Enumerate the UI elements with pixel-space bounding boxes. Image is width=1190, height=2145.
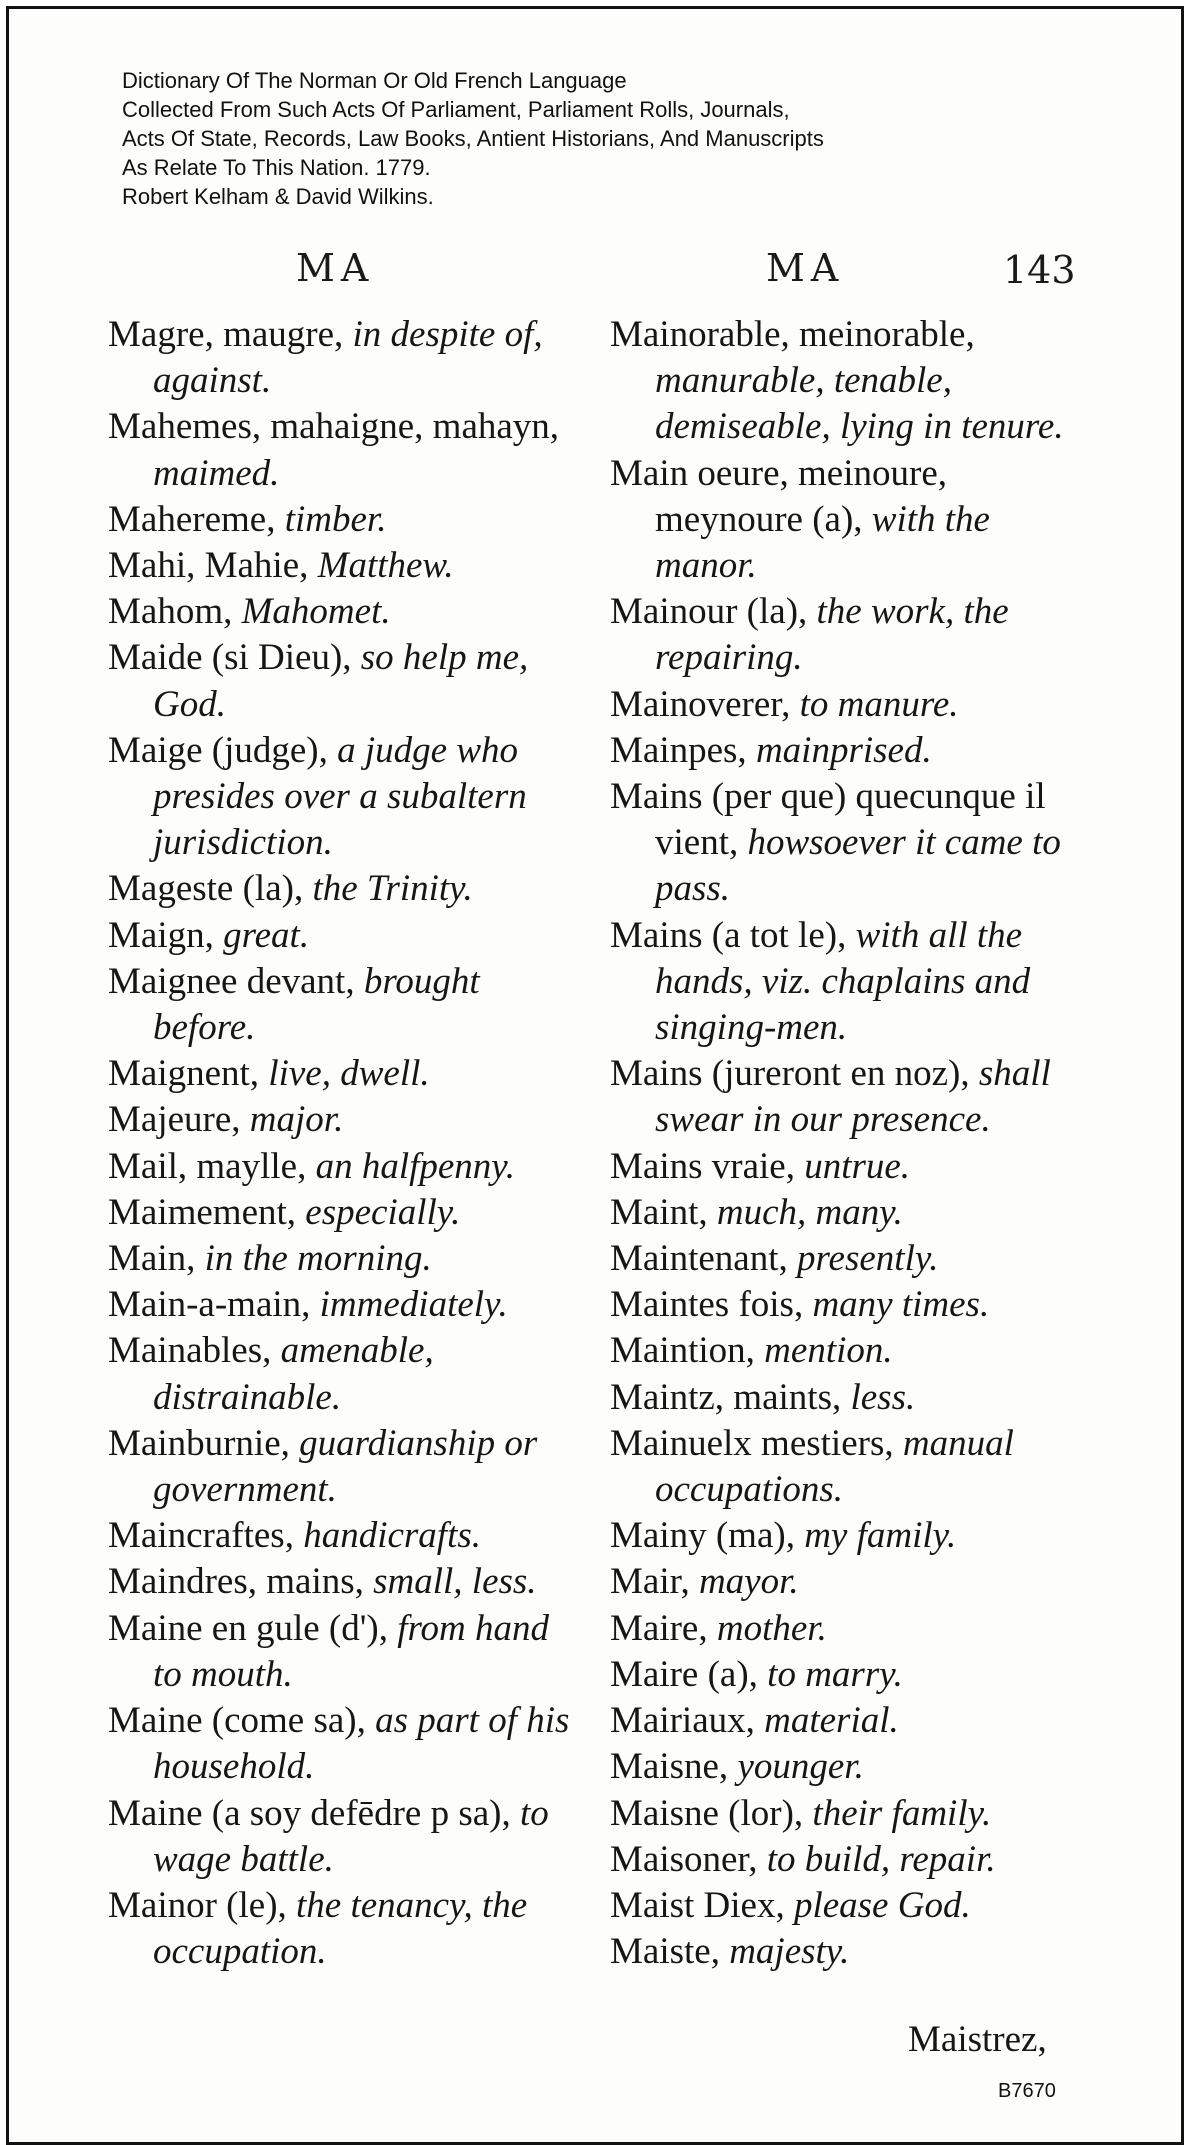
entry-definition: mention.	[764, 1330, 893, 1372]
entry-definition: younger.	[737, 1746, 864, 1788]
entry-headword: Maire (a),	[610, 1653, 768, 1695]
entry-definition: to manure.	[799, 683, 959, 725]
right-column	[610, 312, 1070, 1975]
dictionary-entry	[108, 1791, 573, 1883]
dictionary-entry	[108, 1097, 573, 1143]
dictionary-entry	[610, 1606, 1070, 1652]
entry-headword: Mains (a tot le),	[610, 914, 856, 956]
entry-headword: Mainburnie,	[108, 1422, 300, 1464]
entry-definition: howsoever it came to pass.	[655, 822, 1061, 910]
dictionary-entry	[610, 1513, 1070, 1559]
dictionary-entry	[610, 774, 1070, 913]
entry-definition: immediately.	[319, 1284, 508, 1326]
entry-headword: Maisne,	[610, 1746, 738, 1788]
entry-headword: Maist Diex,	[610, 1884, 794, 1926]
dictionary-entry	[108, 1606, 573, 1698]
entry-definition: as part of his household.	[153, 1700, 570, 1788]
dictionary-entry	[108, 1051, 573, 1097]
entry-definition: the Trinity.	[312, 868, 473, 910]
entry-definition: brought before.	[153, 960, 480, 1049]
entry-headword: Mains vraie,	[610, 1145, 805, 1187]
entry-definition: Matthew.	[317, 545, 454, 587]
dictionary-entry	[108, 1328, 573, 1420]
entry-definition: major.	[249, 1099, 344, 1141]
dictionary-entry	[108, 728, 573, 867]
dictionary-entry	[108, 312, 573, 404]
entry-definition: live, dwell.	[268, 1053, 430, 1095]
entry-headword: Maimement,	[108, 1191, 306, 1233]
dictionary-entry	[108, 589, 573, 635]
dictionary-entry	[610, 1791, 1070, 1837]
dictionary-entry	[610, 1051, 1070, 1143]
entry-definition: presently.	[797, 1238, 939, 1280]
entry-headword: Main-a-main,	[108, 1284, 320, 1326]
dictionary-entry	[108, 866, 573, 912]
entry-definition: an halfpenny.	[315, 1145, 515, 1187]
entry-definition: mother.	[716, 1607, 827, 1649]
dictionary-entry	[108, 497, 573, 543]
entry-definition: the tenancy, the occupation.	[153, 1884, 528, 1973]
dictionary-entry	[108, 543, 573, 589]
entry-definition: great.	[223, 914, 310, 956]
entry-headword: Maire,	[610, 1607, 717, 1649]
entry-headword: Mainables,	[108, 1330, 281, 1372]
source-caption	[122, 66, 824, 211]
dictionary-entry	[610, 1559, 1070, 1605]
entry-headword: Main,	[108, 1238, 205, 1280]
running-head-left: MA	[296, 246, 375, 290]
entry-headword: Mainour (la),	[610, 591, 817, 633]
caption-line: As Relate To This Nation. 1779.	[122, 155, 431, 180]
entry-definition: many times.	[812, 1284, 990, 1326]
entry-definition: small, less.	[373, 1561, 537, 1603]
entry-definition: mayor.	[698, 1561, 799, 1603]
entry-definition: majesty.	[729, 1931, 850, 1973]
entry-definition: guardianship or government.	[153, 1422, 538, 1511]
dictionary-entry	[610, 1375, 1070, 1421]
dictionary-entry	[610, 1698, 1070, 1744]
entry-headword: Maignee devant,	[108, 960, 364, 1002]
entry-headword: Maine (come sa),	[108, 1700, 376, 1742]
entry-definition: less.	[850, 1376, 916, 1418]
entry-definition: especially.	[305, 1191, 461, 1233]
entry-headword: Mair,	[610, 1561, 699, 1603]
entry-headword: Maisoner,	[610, 1838, 767, 1880]
entry-definition: in despite of, against.	[153, 314, 543, 402]
entry-headword: Maincraftes,	[108, 1515, 304, 1557]
dictionary-entry	[108, 959, 573, 1051]
dictionary-entry	[610, 1282, 1070, 1328]
entry-definition: in the morning.	[204, 1238, 432, 1280]
entry-headword: Mahi, Mahie,	[108, 545, 318, 587]
entry-definition: please God.	[793, 1884, 971, 1926]
dictionary-entry	[610, 1144, 1070, 1190]
entry-definition: with all the hands, viz. chaplains and singing-men.	[655, 914, 1031, 1049]
dictionary-entry	[108, 1698, 573, 1790]
dictionary-entry	[108, 1559, 573, 1605]
entry-definition: a judge who presides over a subaltern jurisdiction.	[153, 729, 527, 864]
entry-definition: manurable, tenable, demiseable, lying in tenure.	[655, 360, 1064, 448]
entry-headword: Maintion,	[610, 1330, 765, 1372]
entry-headword: Mahemes, mahaigne, mahayn,	[108, 406, 560, 448]
entry-headword: Maint,	[610, 1191, 717, 1233]
entry-headword: Maide (si Dieu),	[108, 637, 361, 679]
dictionary-entry	[108, 1421, 573, 1513]
entry-headword: Maindres, mains,	[108, 1561, 374, 1603]
dictionary-entry	[108, 635, 573, 727]
dictionary-entry	[108, 1144, 573, 1190]
dictionary-entry	[108, 1236, 573, 1282]
entry-definition: the work, the repairing.	[655, 591, 1009, 679]
entry-definition: their family.	[812, 1792, 992, 1834]
entry-definition: to marry.	[767, 1653, 903, 1695]
entry-headword: Mainorable, meinorable,	[610, 314, 975, 355]
entry-definition: my family.	[804, 1515, 957, 1557]
dictionary-entry	[108, 913, 573, 959]
entry-definition: amenable, distrainable.	[153, 1330, 434, 1418]
entry-definition: mainprised.	[755, 729, 932, 771]
entry-headword: Maintenant,	[610, 1238, 798, 1280]
entry-headword: Maine (a soy defēdre p sa),	[108, 1792, 520, 1834]
entry-headword: Main oeure, meinoure, meynoure (a),	[610, 452, 947, 540]
entry-headword: Mairiaux,	[610, 1700, 765, 1742]
entry-definition: timber.	[284, 498, 387, 540]
dictionary-entry	[610, 1744, 1070, 1790]
dictionary-entry	[610, 728, 1070, 774]
entry-headword: Maign,	[108, 914, 224, 956]
dictionary-entry	[108, 1513, 573, 1559]
dictionary-entry	[610, 913, 1070, 1052]
entry-definition: from hand to mouth.	[153, 1607, 549, 1695]
dictionary-entry	[610, 1883, 1070, 1929]
entry-definition: to build, repair.	[766, 1838, 996, 1880]
entry-headword: Mahereme,	[108, 498, 285, 540]
dictionary-entry	[610, 1837, 1070, 1883]
dictionary-entry	[610, 682, 1070, 728]
dictionary-entry	[108, 1282, 573, 1328]
entry-definition: material.	[764, 1700, 899, 1742]
entry-headword: Maisne (lor),	[610, 1792, 813, 1834]
entry-headword: Maignent,	[108, 1053, 269, 1095]
entry-definition: so help me, God.	[153, 637, 529, 725]
entry-headword: Mageste (la),	[108, 868, 313, 910]
dictionary-entry	[610, 1328, 1070, 1374]
entry-definition: maimed.	[153, 452, 280, 494]
dictionary-entry	[610, 1652, 1070, 1698]
entry-headword: Mahom,	[108, 591, 242, 633]
entry-definition: to wage battle.	[153, 1792, 549, 1880]
caption-line: Dictionary Of The Norman Or Old French Language	[122, 68, 627, 93]
entry-headword: Maintz, maints,	[610, 1376, 851, 1418]
entry-headword: Mainor (le),	[108, 1884, 297, 1926]
entry-definition: untrue.	[804, 1145, 911, 1187]
entry-headword: Maine en gule (d'),	[108, 1607, 398, 1649]
dictionary-entry	[610, 589, 1070, 681]
dictionary-entry	[610, 1236, 1070, 1282]
entry-headword: Mainoverer,	[610, 683, 800, 725]
entry-headword: Mains (jureront en noz),	[610, 1053, 979, 1095]
entry-definition: with the manor.	[655, 498, 990, 587]
dictionary-entry	[108, 404, 573, 496]
caption-line: Acts Of State, Records, Law Books, Antient Historians, And Manuscripts	[122, 126, 824, 151]
image-code: B7670	[998, 2080, 1056, 2102]
entry-headword: Mainpes,	[610, 729, 756, 771]
entry-definition: shall swear in our presence.	[655, 1053, 1051, 1141]
entry-definition: manual occupations.	[655, 1422, 1014, 1511]
entry-headword: Mains (per que) quecunque il vient,	[610, 776, 1046, 864]
entry-headword: Mainy (ma),	[610, 1515, 805, 1557]
page-number: 143	[1003, 248, 1076, 292]
entry-headword: Mail, maylle,	[108, 1145, 316, 1187]
catchword: Maistrez,	[908, 2019, 1047, 2060]
entry-headword: Maintes fois,	[610, 1284, 813, 1326]
dictionary-entry	[610, 1190, 1070, 1236]
entry-headword: Magre, maugre,	[108, 314, 353, 355]
entry-definition: handicrafts.	[303, 1515, 482, 1557]
running-head-right: MA	[766, 246, 845, 290]
caption-line: Collected From Such Acts Of Parliament, Parliament Rolls, Journals,	[122, 97, 790, 122]
entry-headword: Majeure,	[108, 1099, 250, 1141]
entry-headword: Mainuelx mestiers,	[610, 1422, 903, 1464]
dictionary-entry	[108, 1190, 573, 1236]
dictionary-entry	[610, 1421, 1070, 1513]
dictionary-entry	[610, 312, 1070, 451]
caption-line: Robert Kelham & David Wilkins.	[122, 184, 434, 209]
left-column	[108, 312, 573, 1975]
dictionary-entry	[108, 1883, 573, 1975]
entry-headword: Maige (judge),	[108, 729, 338, 771]
entry-definition: much, many.	[716, 1191, 903, 1233]
entry-definition: Mahomet.	[241, 591, 391, 633]
dictionary-entry	[610, 451, 1070, 590]
dictionary-entry	[610, 1929, 1070, 1975]
entry-headword: Maiste,	[610, 1931, 730, 1973]
